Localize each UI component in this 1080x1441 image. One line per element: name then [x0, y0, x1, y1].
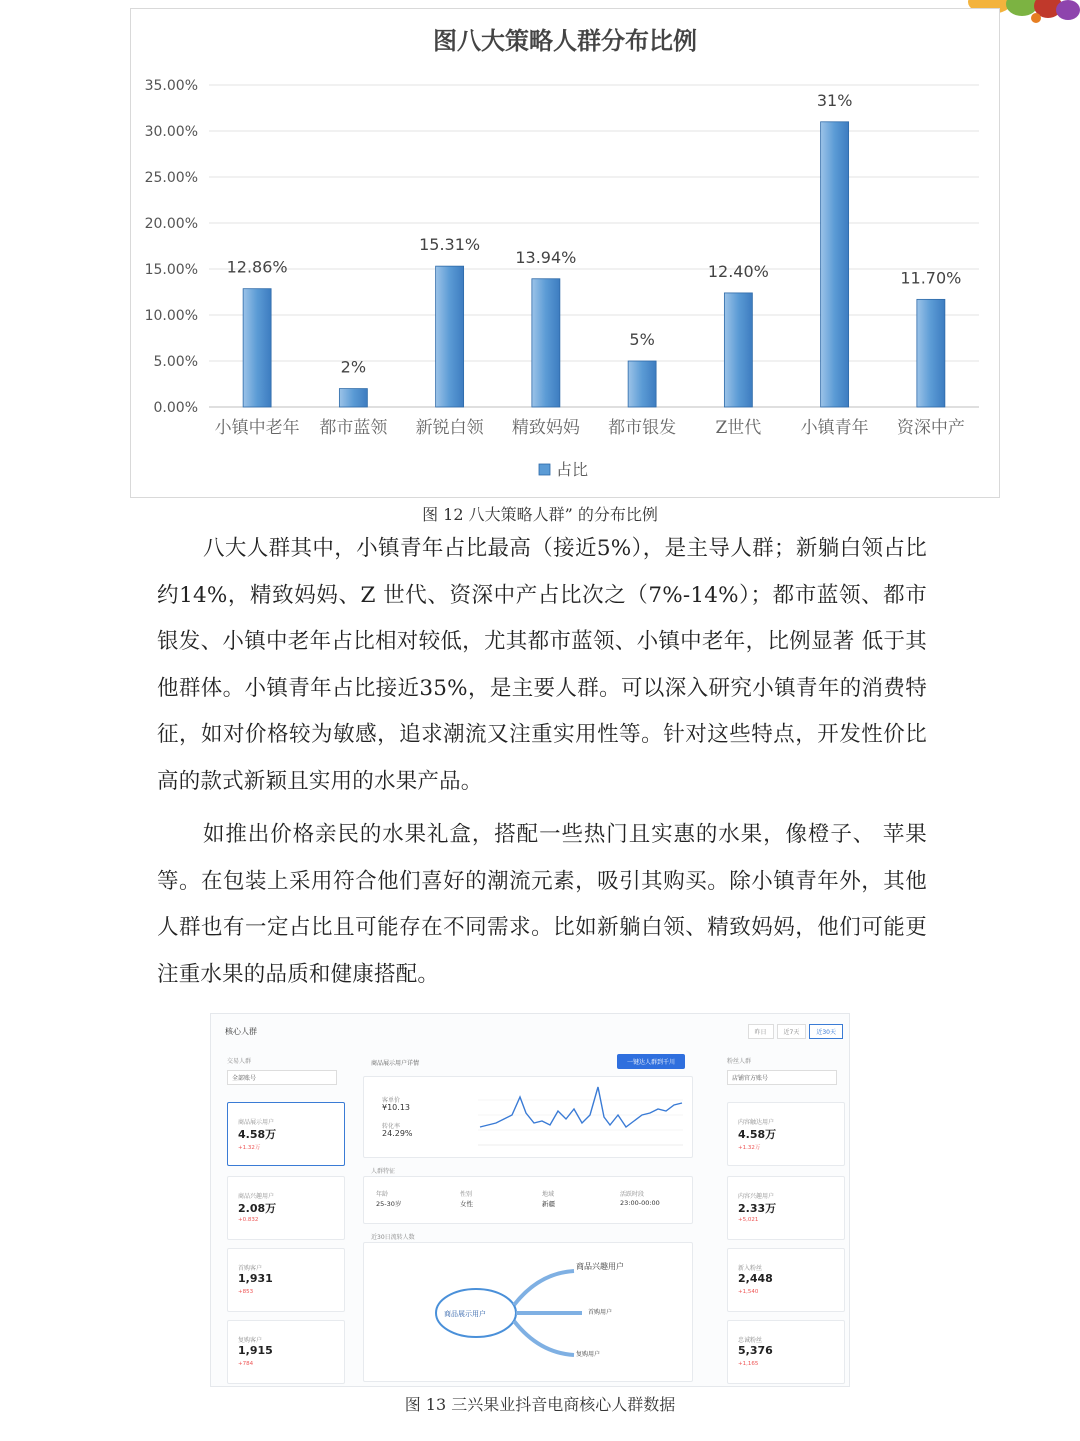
rate-value: 24.29%	[382, 1129, 413, 1138]
feature-age-label: 年龄	[376, 1191, 389, 1198]
flow-diagram	[364, 1243, 694, 1383]
chart-title: 图八大策略人群分布比例	[433, 27, 697, 55]
bar	[339, 389, 367, 407]
metric-label: 首购客户	[238, 1265, 263, 1272]
date-tabs	[748, 1024, 843, 1039]
left-metric-card[interactable]	[227, 1176, 345, 1240]
tab-7days[interactable]: 近7天	[777, 1024, 807, 1039]
feature-time-value: 23:00-00:00	[620, 1199, 660, 1207]
data-label: 13.94%	[515, 247, 577, 267]
metric-label: 内容兴趣用户	[738, 1193, 775, 1200]
y-tick-label: 30.00%	[144, 124, 198, 140]
metric-value: 1,915	[238, 1344, 273, 1357]
category-label: 都市蓝领	[319, 418, 388, 438]
y-tick-label: 5.00%	[153, 354, 198, 370]
bar	[532, 279, 560, 407]
dashboard-title: 核心人群	[225, 1027, 257, 1036]
feature-time-label: 活跃时段	[620, 1191, 645, 1198]
y-tick-label: 20.00%	[144, 216, 198, 232]
metric-value: 4.58万	[238, 1128, 277, 1141]
figure-13-caption: 图 13 三兴果业抖音电商核心人群数据	[404, 1395, 676, 1414]
features-title: 人群特征	[371, 1168, 396, 1175]
y-tick-label: 35.00%	[144, 78, 198, 94]
left-metric-card[interactable]	[227, 1248, 345, 1312]
category-label: 都市银发	[608, 418, 677, 438]
left-select[interactable]: 全部账号	[227, 1070, 337, 1085]
paragraph-1: 八大人群其中，小镇青年占比最高（接近5%），是主导人群；新躺白领占比约14%，精致妈妈、Z 世代、资深中产占比次之（7%-14%）；都市蓝领、都市银发、小镇中老年占比相对较低，尤其都市蓝领、小镇中老年，比例显著 低于其他群体。小镇青年占比接近35%，是主要人群。可以深入研究小镇青年的消费特征，如对价格较为敏感，追求潮流又注重实用性等。针对这些特点，开发性价比高的款式新颖且实用的水果产品。	[157, 536, 927, 794]
trend-line-chart	[468, 1085, 688, 1155]
category-label: 新锐白领	[415, 418, 484, 438]
metric-label: 新入粉丝	[738, 1265, 763, 1272]
flow-target-first: 首购用户	[588, 1309, 613, 1316]
right-metric-card[interactable]	[727, 1248, 845, 1312]
metric-label: 商品展示用户	[238, 1119, 275, 1126]
metric-value: 2.33万	[738, 1202, 777, 1215]
category-label: 小镇中老年	[214, 418, 300, 438]
metric-delta: +1,540	[738, 1289, 759, 1295]
flow-target-repeat: 复购用户	[576, 1351, 601, 1358]
legend-swatch	[539, 464, 550, 475]
category-label: Z世代	[715, 418, 762, 438]
flow-panel	[363, 1242, 693, 1382]
metric-label: 内容触达用户	[738, 1119, 775, 1126]
legend-label: 占比	[556, 460, 589, 479]
metric-value: 2.08万	[238, 1202, 277, 1215]
data-label: 11.70%	[900, 268, 962, 288]
metric-value: 2,448	[738, 1272, 773, 1285]
data-label: 31%	[816, 90, 853, 110]
data-label: 2%	[340, 357, 367, 377]
y-tick-label: 10.00%	[144, 308, 198, 324]
right-metric-card[interactable]	[727, 1320, 845, 1384]
data-label: 15.31%	[419, 235, 481, 255]
left-metric-card[interactable]	[227, 1320, 345, 1384]
metric-delta: +5,021	[738, 1217, 759, 1223]
metric-delta: +0.832	[238, 1217, 259, 1223]
metric-delta: +1.32万	[738, 1145, 761, 1151]
figure-12-caption: 图 12 八大策略人群” 的分布比例	[422, 505, 658, 524]
price-value: ¥10.13	[382, 1103, 410, 1112]
crowd-action-button[interactable]: 一键达人群到千川	[617, 1054, 685, 1069]
y-tick-label: 15.00%	[144, 262, 198, 278]
metric-delta: +1.32万	[238, 1145, 261, 1151]
bar-chart	[131, 9, 999, 497]
left-metric-card[interactable]	[227, 1102, 345, 1166]
metric-value: 4.58万	[738, 1128, 777, 1141]
bar	[628, 361, 656, 407]
data-label: 5%	[629, 330, 655, 349]
category-label: 精致妈妈	[511, 418, 580, 438]
bar	[821, 122, 849, 407]
tab-yesterday[interactable]: 昨日	[748, 1024, 774, 1039]
category-label: 资深中产	[896, 418, 965, 438]
metric-delta: +1,165	[738, 1361, 759, 1367]
left-select-label: 交易人群	[227, 1058, 252, 1065]
paragraph-2: 如推出价格亲民的水果礼盒，搭配一些热门且实惠的水果，像橙子、 苹果等。在包装上采用符合他们喜好的潮流元素，吸引其购买。除小镇青年外，其他人群也有一定占比且可能存在不同需求。比如新躺白领、精致妈妈，他们可能更注重水果的品质和健康搭配。	[157, 822, 927, 987]
flow-center-label: 商品展示用户	[444, 1310, 486, 1318]
features-panel	[363, 1176, 693, 1224]
bar	[917, 299, 945, 407]
price-label: 客单价	[382, 1097, 401, 1104]
bar	[243, 289, 271, 407]
bar	[436, 266, 464, 407]
feature-gender-label: 性别	[460, 1191, 473, 1198]
feature-region-label: 地域	[542, 1191, 555, 1198]
metric-value: 1,931	[238, 1272, 273, 1285]
feature-gender-value: 女性	[460, 1200, 473, 1208]
tab-30days[interactable]: 近30天	[809, 1024, 843, 1039]
category-label: 小镇青年	[800, 418, 869, 438]
right-metric-card[interactable]	[727, 1176, 845, 1240]
rate-label: 转化率	[382, 1123, 401, 1130]
feature-region-value: 新疆	[542, 1200, 555, 1208]
metric-label: 忠诚粉丝	[738, 1337, 763, 1344]
right-select[interactable]: 店铺官方账号	[727, 1070, 837, 1085]
metric-value: 5,376	[738, 1344, 773, 1357]
y-tick-label: 0.00%	[153, 400, 198, 416]
detail-panel	[363, 1076, 693, 1158]
metric-delta: +853	[238, 1289, 254, 1295]
y-tick-label: 25.00%	[144, 170, 198, 186]
metric-label: 商品兴趣用户	[238, 1193, 275, 1200]
flow-title: 近30日流转人数	[371, 1234, 415, 1241]
data-label: 12.40%	[707, 261, 769, 281]
right-metric-card[interactable]	[727, 1102, 845, 1166]
right-select-label: 粉丝人群	[727, 1058, 752, 1065]
metric-label: 复购客户	[238, 1337, 263, 1344]
flow-target-interest: 商品兴趣用户	[576, 1262, 624, 1271]
data-label: 12.86%	[226, 257, 288, 277]
section-title: 商品展示用户详情	[371, 1060, 420, 1067]
dashboard-screenshot	[210, 1013, 850, 1387]
metric-delta: +784	[238, 1361, 254, 1367]
feature-age-value: 25-30岁	[376, 1200, 402, 1208]
chart-frame	[130, 8, 1000, 498]
bar	[724, 293, 752, 407]
